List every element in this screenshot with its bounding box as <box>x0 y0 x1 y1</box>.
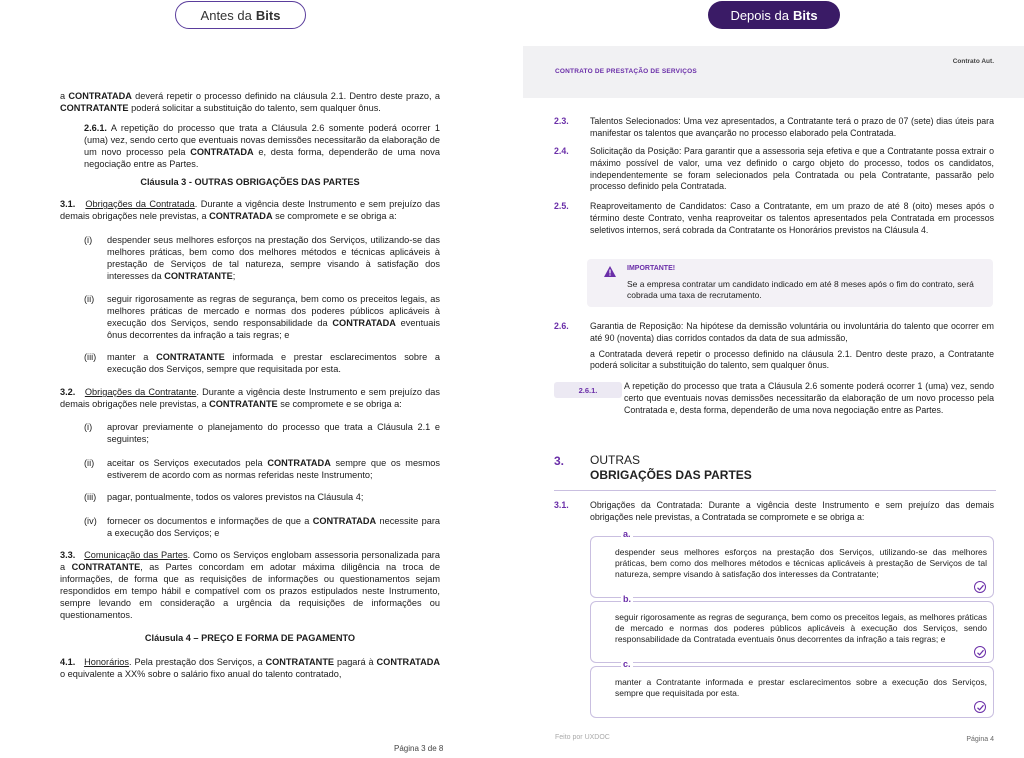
check-circle-icon[interactable] <box>974 581 986 593</box>
clause-number: 2.5. <box>554 201 569 211</box>
clause-heading: Obrigações da Contratante <box>84 387 197 397</box>
list-item <box>84 457 440 481</box>
subclause-text: A repetição do processo que trata a Cláusula 2.6 somente poderá ocorrer 1 (uma) vez, sendo certo que eventuais novas demissões necessitarão da elaboração de um novo processo pela Contratada e, desta forma, dependerão de uma nova negociação entre as Partes. <box>624 381 994 415</box>
text: manter a <box>107 352 157 362</box>
list-item <box>84 491 440 503</box>
option-label: b. <box>623 594 631 604</box>
text: a <box>60 91 69 101</box>
warning-icon <box>604 266 616 277</box>
list-item-number: (iii) <box>84 492 97 502</box>
text: sempre que os mesmos estiverem de acordo com as normas referidas neste Instrumento; <box>107 458 441 480</box>
text: o equivalente a XX% sobre o salário fixo anual do talento contratado, <box>60 669 342 679</box>
list-item <box>84 515 440 539</box>
text: pagar, pontualmente, todos os valores previstos na Cláusula 4; <box>107 492 364 502</box>
option-text: seguir rigorosamente as regras de segurança, bem como os preceitos legais, as melhores práticas de mercado e normas dos poderes públicos aplicáveis à execução dos Serviços, sendo responsabilidade da Contratada eventuais ônus decorrentes da infração a tais regras; e <box>615 612 987 644</box>
before-document-page <box>0 34 512 758</box>
section-title-line1: OUTRAS <box>590 453 641 467</box>
text: ; <box>232 271 236 281</box>
paragraph-2-6-continuation <box>60 90 440 114</box>
text: pagará à <box>334 657 377 667</box>
list-item-number: (iv) <box>84 516 97 526</box>
subclause-badge: 2.6.1. <box>554 382 622 398</box>
option-card-b[interactable] <box>590 594 994 663</box>
text-bold: CONTRATANTE <box>71 562 141 572</box>
clause-number: 3.2. <box>60 387 76 397</box>
text-bold: CONTRATADA <box>267 458 331 468</box>
clause-number: 2.4. <box>554 146 569 156</box>
text: . Durante a vigência deste Instrumento e sem prejuízo das demais obrigações nele previstas, a <box>60 199 440 221</box>
after-pill-prefix: Depois da <box>730 7 789 23</box>
clause-2-5 <box>554 201 994 236</box>
list-item-number: (iii) <box>84 352 97 362</box>
page-number: Página 4 <box>966 736 994 743</box>
header-right-label: Contrato Aut. <box>952 58 994 65</box>
text: poderá solicitar a substituição do talento, sem qualquer ônus. <box>128 103 381 113</box>
text: eventuais ônus decorrentes da infração a tais regras; e <box>107 318 440 340</box>
text: informada e prestar esclarecimentos sobre a execução dos Serviços, sempre que requisitada por esta. <box>107 352 440 374</box>
clause-2-4 <box>554 146 994 193</box>
list-item-number: (i) <box>84 235 93 245</box>
after-document-page <box>523 46 1024 758</box>
text-bold: CONTRATANTE <box>156 352 225 362</box>
text-bold: CONTRATADA <box>376 657 440 667</box>
text: . Como os Serviços englobam assessoria personalizada para a <box>60 550 440 572</box>
option-text: manter a Contratante informada e prestar esclarecimentos sobre a execução dos Serviços, sempre que requisitada por esta. <box>615 677 987 698</box>
clause-heading: Obrigações da Contratada <box>85 199 195 209</box>
text: , as Partes concordam em adotar máxima diligência na troca de informações, de forma que as requisições de informações ou questionamentos sejam respondidos em tempo hábil e compatível com os prazos estipulados neste Instrumento, sempre levando em consideração a urgência da requisições de informações ou questionamentos. <box>60 562 440 620</box>
header-title: CONTRATO DE PRESTAÇÃO DE SERVIÇOS <box>555 68 697 75</box>
clause-text: a Contratada deverá repetir o processo definido na cláusula 2.1. Dentro deste prazo, a Contratante poderá solicitar a substituição do talento, sem qualquer ônus. <box>590 348 994 371</box>
text: aceitar os Serviços executados pela <box>107 458 268 468</box>
text-bold: CONTRATADA <box>68 91 132 101</box>
text: se compromete e se obriga a: <box>272 211 397 221</box>
clause-text: Solicitação da Posição: Para garantir que a assessoria seja efetiva e que a Contratante possa extrair o máximo possível de valor, uma vez definido o cargo objeto do processo, todos os candidatos, independentemente se foram selecionados pela Contratada ou pela Contratante, passarão pelo processo definido pela Contratada. <box>590 146 994 192</box>
clause-text: Reaproveitamento de Candidatos: Caso a Contratante, em um prazo de até 8 (oito) meses após o término deste Contrato, venha reaproveitar os talentos apresentados pela Contratada em processos seletivos internos, será cobrada da Contratante os Honorários previstos na Cláusula 4. <box>590 201 994 235</box>
clause-heading: Comunicação das Partes <box>84 550 188 560</box>
section-number: 3. <box>554 454 565 468</box>
before-pill-brand: Bits <box>255 7 281 23</box>
clause-number: 4.1. <box>60 657 76 667</box>
clause-2-6 <box>554 321 994 372</box>
option-label: c. <box>623 659 631 669</box>
before-pill-prefix: Antes da <box>200 7 252 23</box>
text: fornecer os documentos e informações de que a <box>107 516 313 526</box>
text: despender seus melhores esforços na prestação dos Serviços, utilizando-se das melhores práticas, bem como dos melhores métodos e técnicas aplicáveis à prestação de Serviços de tal natureza, sempre visando à satisfação dos interesses da <box>107 235 440 281</box>
text-bold: CONTRATADA <box>190 147 254 157</box>
text: seguir rigorosamente as regras de segurança, bem como os preceitos legais, as melhores práticas de mercado e normas dos poderes públicos aplicáveis à execução dos Serviços, sendo responsabilidade da <box>107 294 440 328</box>
after-pill-brand: Bits <box>792 7 818 23</box>
text: deverá repetir o processo definido na cláusula 2.1. Dentro deste prazo, a <box>131 91 440 101</box>
option-card-a[interactable] <box>590 529 994 598</box>
list-item-number: (ii) <box>84 294 95 304</box>
list-item-number: (i) <box>84 422 93 432</box>
callout-title: IMPORTANTE! <box>627 265 676 272</box>
clause-number: 3.1. <box>60 199 76 209</box>
text: aprovar previamente o planejamento do processo que trata a Cláusula 2.1 e seguintes; <box>107 422 440 444</box>
clause-number: 2.6. <box>554 321 569 331</box>
text: . Durante a vigência deste Instrumento e sem prejuízo das demais obrigações nele previstas, a <box>60 387 440 409</box>
text: A repetição do processo que trata a Cláusula 2.6 somente poderá ocorrer 1 (uma) vez, sendo certo que eventuais novas demissões necessitarão da elaboração de um novo processo pela <box>84 123 440 157</box>
text-bold: CONTRATANTE <box>60 103 129 113</box>
callout-body: Se a empresa contratar um candidato indicado em até 8 meses após o fim do contrato, será cobrada uma taxa de recrutamento. <box>627 279 974 300</box>
footer-logo: Feito por UXDOC <box>555 734 610 741</box>
text-bold: CONTRATADA <box>312 516 377 526</box>
list-item <box>84 421 440 445</box>
page-number: Página 3 de 8 <box>394 744 444 753</box>
clause-number: 2.6.1. <box>84 123 107 133</box>
text-bold: CONTRATANTE <box>164 271 233 281</box>
clause-4-title: Cláusula 4 – PREÇO E FORMA DE PAGAMENTO <box>144 633 356 643</box>
option-card-c[interactable] <box>590 659 994 718</box>
text-bold: CONTRATADA <box>209 211 273 221</box>
important-callout <box>587 259 993 307</box>
text-bold: CONTRATANTE <box>265 657 335 667</box>
list-item <box>84 234 440 282</box>
list-item-number: (ii) <box>84 458 95 468</box>
clause-heading: Honorários <box>84 657 130 667</box>
clause-2-3 <box>554 116 994 140</box>
clause-text: Garantia de Reposição: Na hipótese da demissão voluntária ou involuntária do talento que ocorrer em até 90 (noventa) dias corridos contados da data de sua admissão, <box>590 321 994 343</box>
after-bits-pill[interactable] <box>708 1 840 29</box>
paragraph-3-3 <box>60 549 440 621</box>
text-bold: CONTRATADA <box>332 318 396 328</box>
paragraph-3-1 <box>60 198 440 222</box>
clause-number: 3.3. <box>60 550 76 560</box>
text: se compromete e se obriga a: <box>277 399 402 409</box>
text: e, desta forma, dependerão de uma nova negociação entre as Partes. <box>84 147 440 169</box>
list-item <box>84 293 440 341</box>
check-circle-icon[interactable] <box>974 701 986 713</box>
option-text: despender seus melhores esforços na prestação dos Serviços, utilizando-se das melhores práticas, bem como dos melhores métodos e técnicas aplicáveis à prestação de Serviços de tal natureza, sempre visando à satisfação dos interesses da Contratante; <box>615 547 987 579</box>
text: necessite para a execução dos Serviços; e <box>107 516 440 538</box>
text-bold: CONTRATANTE <box>209 399 278 409</box>
section-divider <box>554 490 996 491</box>
clause-3-title: Cláusula 3 - OUTRAS OBRIGAÇÕES DAS PARTES <box>140 177 360 187</box>
clause-number: 2.3. <box>554 116 569 126</box>
check-circle-icon[interactable] <box>974 646 986 658</box>
paragraph-2-6-1 <box>84 122 440 170</box>
text: . Pela prestação dos Serviços, a <box>129 657 266 667</box>
before-bits-pill[interactable] <box>175 1 306 29</box>
clause-number: 3.1. <box>554 500 569 510</box>
clause-text: Talentos Selecionados: Uma vez apresentados, a Contratante terá o prazo de 07 (sete) dias úteis para manifestar os talentos que avançarão no processo elaborado pela Contratada. <box>590 116 994 138</box>
option-label: a. <box>623 529 631 539</box>
section-title-line2: OBRIGAÇÕES DAS PARTES <box>590 468 752 482</box>
paragraph-3-2 <box>60 386 440 410</box>
document-header <box>523 46 1024 98</box>
list-item <box>84 351 440 375</box>
clause-3-1 <box>554 500 994 524</box>
clause-text: Obrigações da Contratada: Durante a vigência deste Instrumento e sem prejuízo das demais obrigações nele previstas, a Contratada se compromete e se obriga a: <box>590 500 994 522</box>
paragraph-4-1 <box>60 656 440 680</box>
